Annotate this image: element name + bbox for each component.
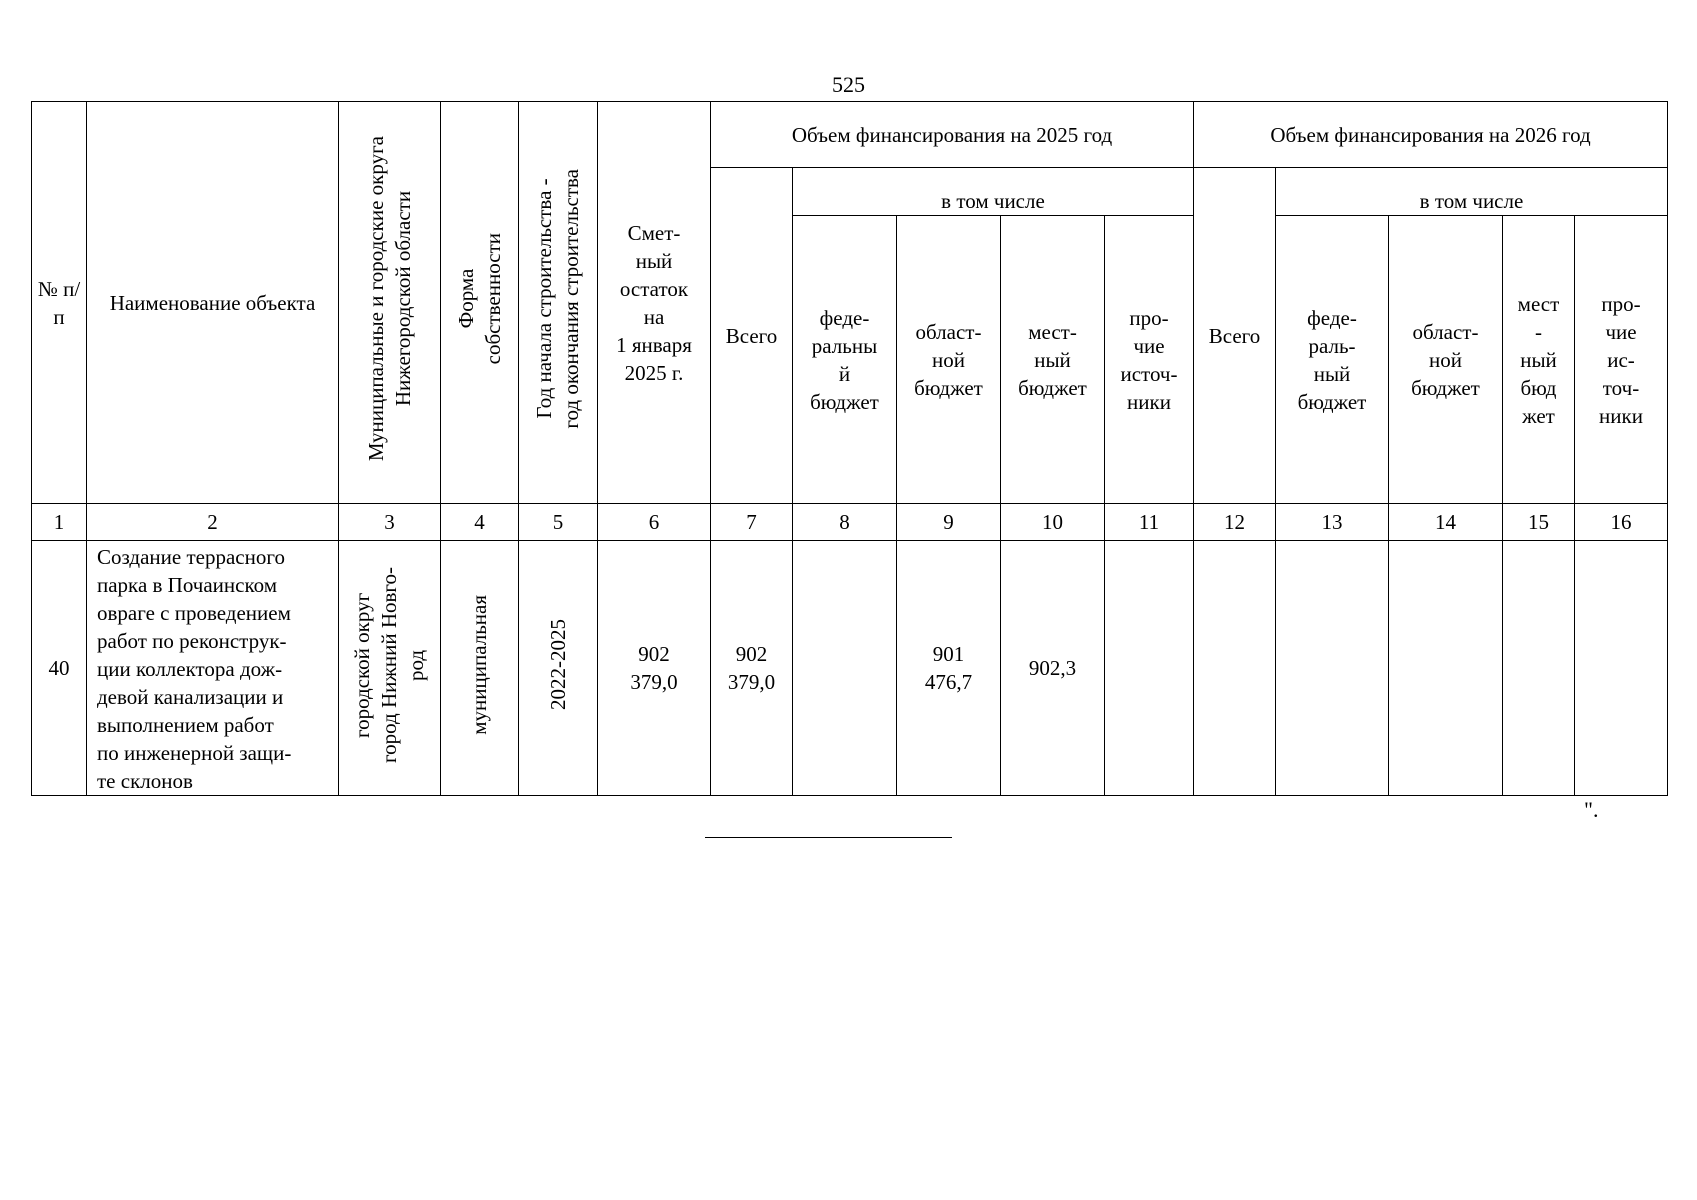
header-other-2025: про- чие источ- ники — [1105, 216, 1194, 504]
header-regional-2026: област- ной бюджет — [1389, 216, 1503, 504]
column-number-10: 10 — [1001, 504, 1105, 541]
row-regional-2026 — [1389, 541, 1503, 796]
column-number-row — [32, 504, 1668, 541]
column-number-9: 9 — [897, 504, 1001, 541]
row-ownership-text: муниципальная — [467, 594, 491, 735]
row-regional-2025: 901 476,7 — [897, 541, 1001, 796]
row-municipality-line-1: городской округ — [350, 591, 374, 738]
row-local-2026 — [1503, 541, 1575, 796]
row-years — [519, 541, 598, 796]
row-total-2025: 902 379,0 — [711, 541, 793, 796]
header-ownership-line-1: Форма — [453, 269, 478, 329]
financing-table — [31, 101, 1668, 796]
closing-quote: ". — [1584, 797, 1599, 822]
header-total-2025: Всего — [711, 168, 793, 504]
header-municipality-line-2: Нижегородской области — [390, 191, 415, 407]
row-num: 40 — [32, 541, 87, 796]
row-balance: 902 379,0 — [598, 541, 711, 796]
header-municipality — [339, 102, 441, 504]
column-number-12: 12 — [1194, 504, 1276, 541]
header-ownership — [441, 102, 519, 504]
column-number-5: 5 — [519, 504, 598, 541]
row-years-text: 2022-2025 — [545, 619, 570, 710]
header-years — [519, 102, 598, 504]
row-local-2025: 902,3 — [1001, 541, 1105, 796]
header-local-2025: мест- ный бюджет — [1001, 216, 1105, 504]
column-number-8: 8 — [793, 504, 897, 541]
header-years-line-2: год окончания строительства — [559, 169, 583, 429]
header-num: № п/п — [32, 102, 87, 504]
header-municipality-line-1: Муниципальные и городские округа — [363, 136, 388, 462]
row-municipality-line-3: род — [404, 648, 428, 681]
row-municipality — [339, 541, 441, 796]
header-including-2025: в том числе — [793, 168, 1194, 216]
header-years-text — [531, 169, 585, 429]
row-other-2025 — [1105, 541, 1194, 796]
page-number: 525 — [832, 72, 865, 97]
row-name: Создание террасного парка в Почаинском овраге с проведением работ по реконструк- ции коллектора дож- девой канализации и выполнением работ по инженерной защи- те склонов — [87, 541, 339, 796]
column-number-6: 6 — [598, 504, 711, 541]
row-total-2026 — [1194, 541, 1276, 796]
header-total-2026: Всего — [1194, 168, 1276, 504]
row-federal-2025 — [793, 541, 897, 796]
column-number-2: 2 — [87, 504, 339, 541]
header-including-2026: в том числе — [1276, 168, 1668, 216]
header-regional-2025: област- ной бюджет — [897, 216, 1001, 504]
column-number-14: 14 — [1389, 504, 1503, 541]
header-local-2026: мест - ный бюд жет — [1503, 216, 1575, 504]
row-municipality-line-2: город Нижний Новго- — [377, 566, 401, 763]
row-other-2026 — [1575, 541, 1668, 796]
column-number-4: 4 — [441, 504, 519, 541]
row-federal-2026 — [1276, 541, 1389, 796]
footnote-rule — [705, 837, 952, 838]
header-ownership-line-2: собственности — [480, 233, 505, 365]
row-ownership — [441, 541, 519, 796]
header-balance: Смет- ный остаток на 1 января 2025 г. — [598, 102, 711, 504]
row-municipality-text — [349, 567, 430, 763]
column-number-1: 1 — [32, 504, 87, 541]
header-name: Наименование объекта — [87, 102, 339, 504]
table-row — [32, 541, 1668, 796]
column-number-11: 11 — [1105, 504, 1194, 541]
header-municipality-text — [363, 136, 417, 461]
header-group-2025: Объем финансирования на 2025 год — [711, 102, 1194, 168]
header-federal-2026: феде- раль- ный бюджет — [1276, 216, 1389, 504]
column-number-7: 7 — [711, 504, 793, 541]
header-group-2026: Объем финансирования на 2026 год — [1194, 102, 1668, 168]
header-other-2026: про- чие ис- точ- ники — [1575, 216, 1668, 504]
column-number-3: 3 — [339, 504, 441, 541]
header-ownership-text — [453, 233, 507, 364]
header-row-1 — [32, 102, 1668, 168]
column-number-15: 15 — [1503, 504, 1575, 541]
header-federal-2025: феде- ральны й бюджет — [793, 216, 897, 504]
column-number-13: 13 — [1276, 504, 1389, 541]
column-number-16: 16 — [1575, 504, 1668, 541]
header-years-line-1: Год начала строительства - — [532, 178, 556, 420]
